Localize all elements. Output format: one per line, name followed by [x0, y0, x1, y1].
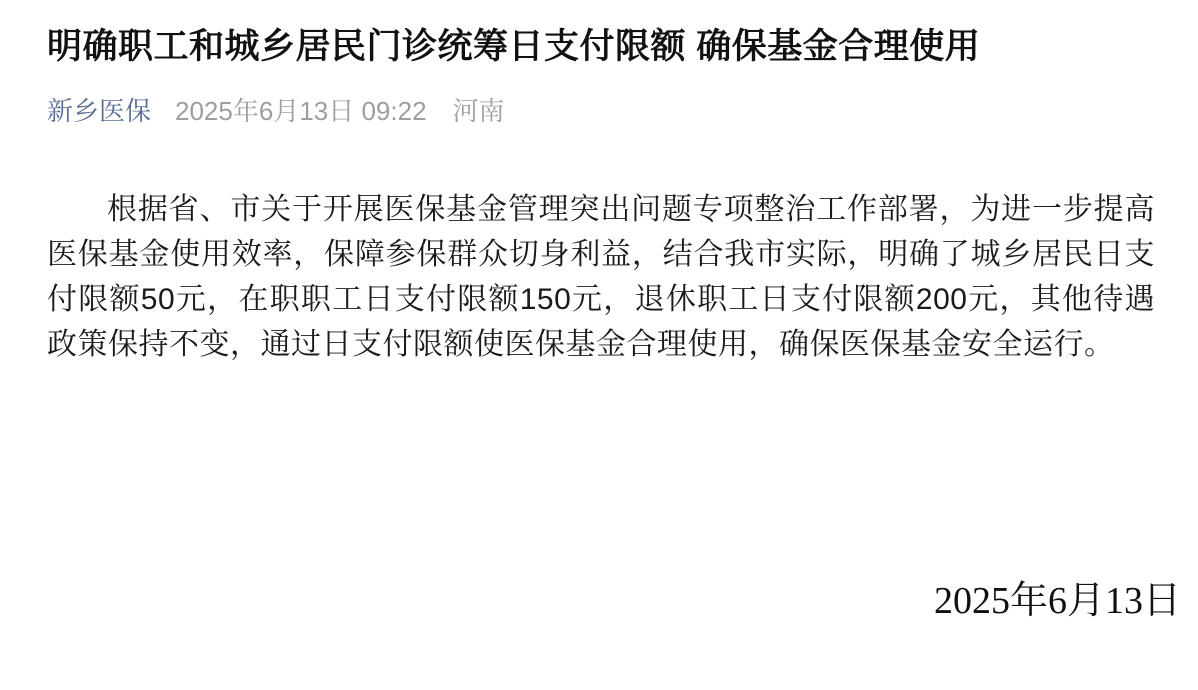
- article-title: 明确职工和城乡居民门诊统筹日支付限额 确保基金合理使用: [47, 27, 981, 66]
- article-sign-date: 2025年6月13日: [933, 580, 1181, 622]
- article-body-paragraph: 根据省、市关于开展医保基金管理突出问题专项整治工作部署，为进一步提高医保基金使用效率，保障参保群众切身利益，结合我市实际，明确了城乡居民日支付限额50元，在职职工日支付限额150元，退休职工日支付限额200元，其他待遇政策保持不变，通过日支付限额使医保基金合理使用，确保医保基金安全运行。: [47, 193, 1155, 361]
- account-name-link[interactable]: 新乡医保: [47, 96, 152, 126]
- publish-location: 河南: [452, 96, 505, 126]
- article-meta: [47, 98, 1155, 124]
- publish-datetime: 2025年6月13日 09:22: [175, 96, 427, 126]
